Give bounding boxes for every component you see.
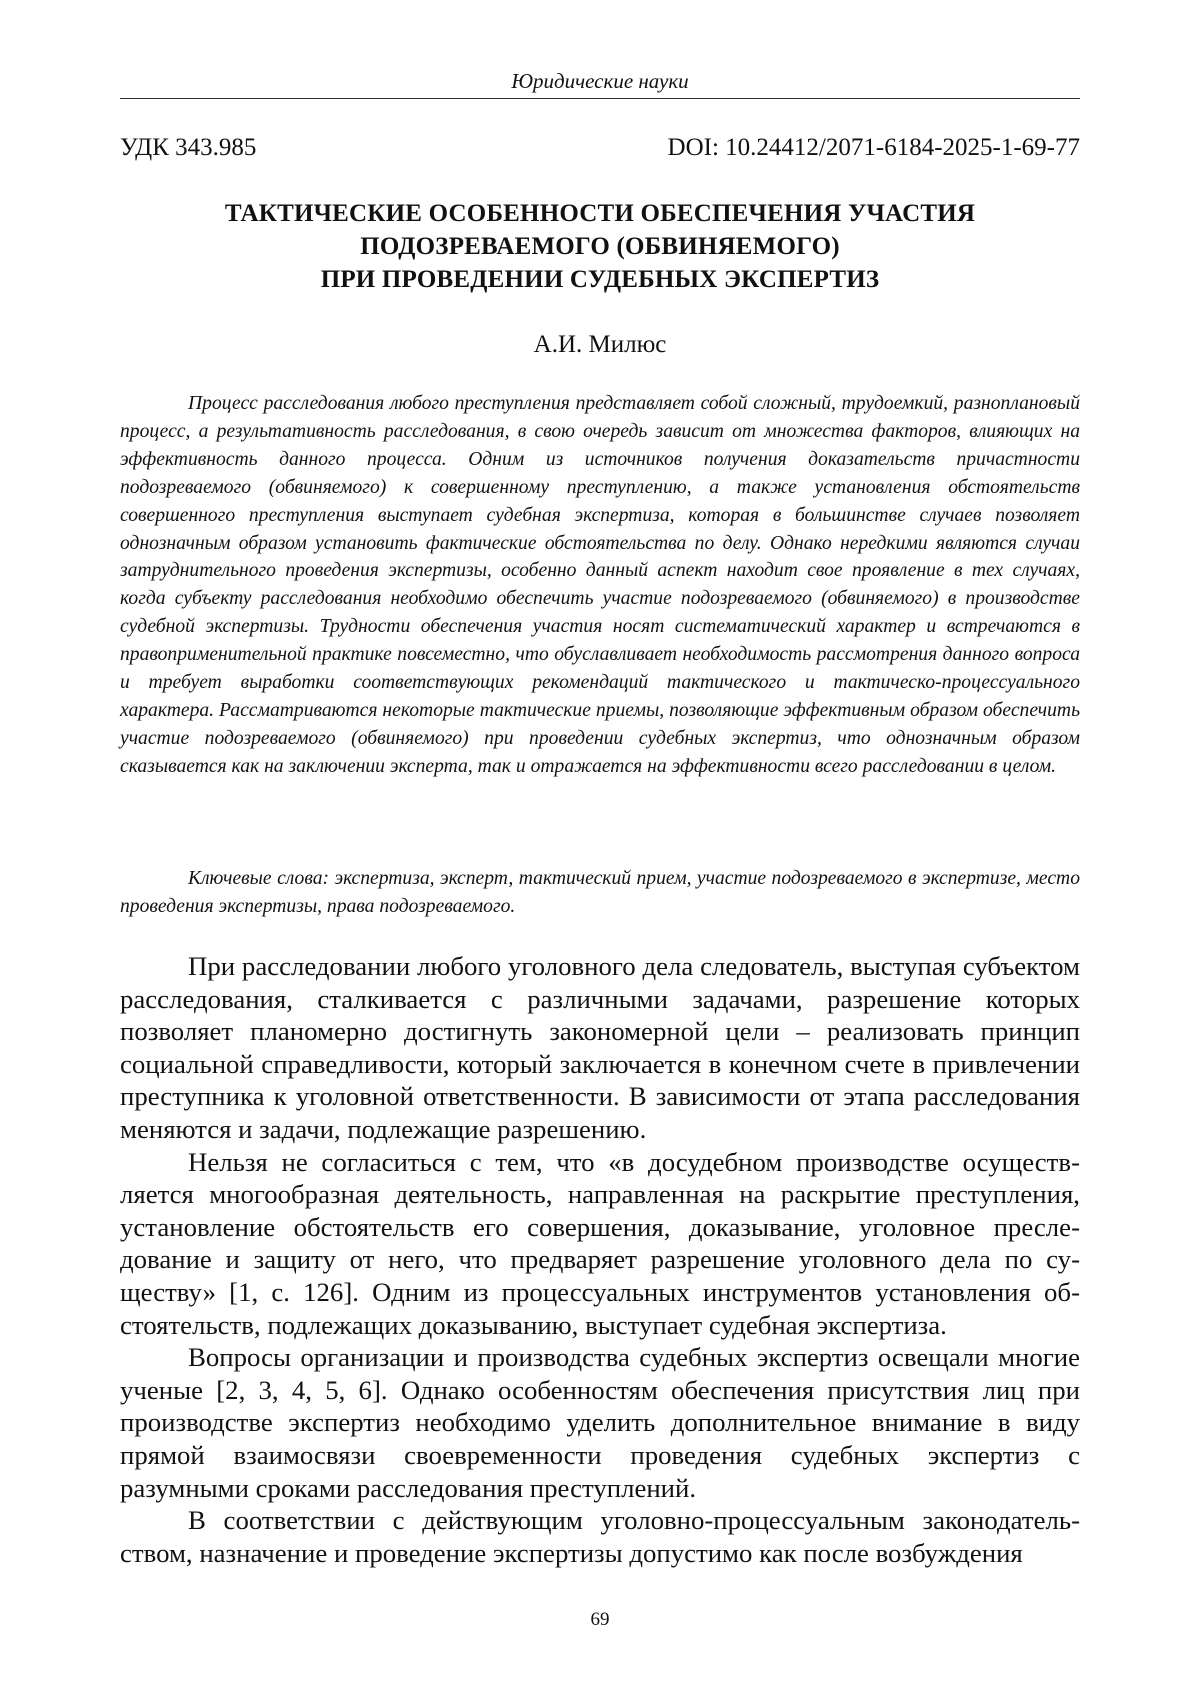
udk-code: УДК 343.985 [120, 134, 257, 161]
doi-link[interactable]: DOI: 10.24412/2071-6184-2025-1-69-77 [667, 134, 1080, 161]
body-paragraph: Вопросы организации и производства судебных экспертиз освещали многие ученые [2, 3, 4, 5, 6]. Однако особенностям обеспечения присутствия лиц при производстве экспертиз необходимо уделить дополнительное внимание в виду прямой взаимосвязи своевременности проведения судебных экспертиз с разумными сроками расследования преступлений. [120, 1342, 1080, 1503]
abstract: Процесс расследования любого преступления представляет собой сложный, трудоемкий, разноплановый процесс, а результативность расследования, в свою очередь зависит от множества факторов, влияющих на эффективность данного процесса. Одним из источников получения доказательств причастности подозреваемого (обвиняемого) к совершенному преступлению, а также установления обстоятельств совершенного преступления выступает судебная экспертиза, которая в большинстве случаев позволяет однозначным образом установить фактические обстоятельства по делу. Однако нередкими являются случаи затруднительного проведения экспертизы, особенно данный аспект находит свое проявление в тех случаях, когда субъекту расследования необходимо обеспечить участие подозреваемого (обвиняемого) в производстве судебной экспертизы. Трудности обеспечения участия носят систематический характер и встречаются в правоприменительной практике повсеместно, что обуславливает необходимость рассмотрения данного вопроса и требует выработки соответствующих рекомендаций тактического и тактическо-процессуального характера. Рассматриваются некоторые тактические приемы, позволяющие эффективным образом обеспечить участие подозреваемого (обвиняемого) при проведении судебных экспертиз, что однозначным образом сказывается как на заключении эксперта, так и отражается на эффективности всего расследовании в целом. [120, 393, 1080, 777]
page-number: 69 [590, 1609, 610, 1630]
header-divider [120, 98, 1080, 99]
body-paragraph: В соответствии с действующим уголовно-процессуальным законодательством, назначение и проведение экспертизы допустимо как после возбуждения [120, 1505, 1080, 1568]
article-title [120, 197, 1080, 296]
article-body [120, 950, 1080, 1569]
article-title-line: ТАКТИЧЕСКИЕ ОСОБЕННОСТИ ОБЕСПЕЧЕНИЯ УЧАСТИЯ [224, 200, 976, 227]
article-title-line: ПРИ ПРОВЕДЕНИИ СУДЕБНЫХ ЭКСПЕРТИЗ [320, 266, 880, 293]
running-header: Юридические науки [511, 69, 689, 93]
body-paragraph: Нельзя не согласиться с тем, что «в досудебном производстве осуществляется многообразная деятельность, направленная на раскрытие преступления, установление обстоятельств его совершения, доказывание, уголовное преследование и защиту от него, что предваряет разрешение уголовного дела по существу» [1, с. 126]. Одним из процессуальных инструментов установления обстоятельств, подлежащих доказыванию, выступает судебная экспертиза. [120, 1146, 1080, 1340]
keywords: Ключевые слова: экспертиза, эксперт, тактический прием, участие подозреваемого в экспертизе, место проведения экспертизы, права подозреваемого. [120, 868, 1080, 917]
author-name: А.И. Милюс [533, 331, 667, 358]
article-title-line: ПОДОЗРЕВАЕМОГО (ОБВИНЯЕМОГО) [360, 233, 840, 260]
body-paragraph: При расследовании любого уголовного дела следователь, выступая субъектом расследования, сталкивается с различными задачами, разрешение которых позволяет планомерно достигнуть закономерной цели – реализовать принцип социальной справедливости, который заключается в конечном счете в привлечении преступника к уголовной ответственности. В зависимости от этапа расследования меняются и задачи, подлежащие разрешению. [120, 951, 1080, 1144]
